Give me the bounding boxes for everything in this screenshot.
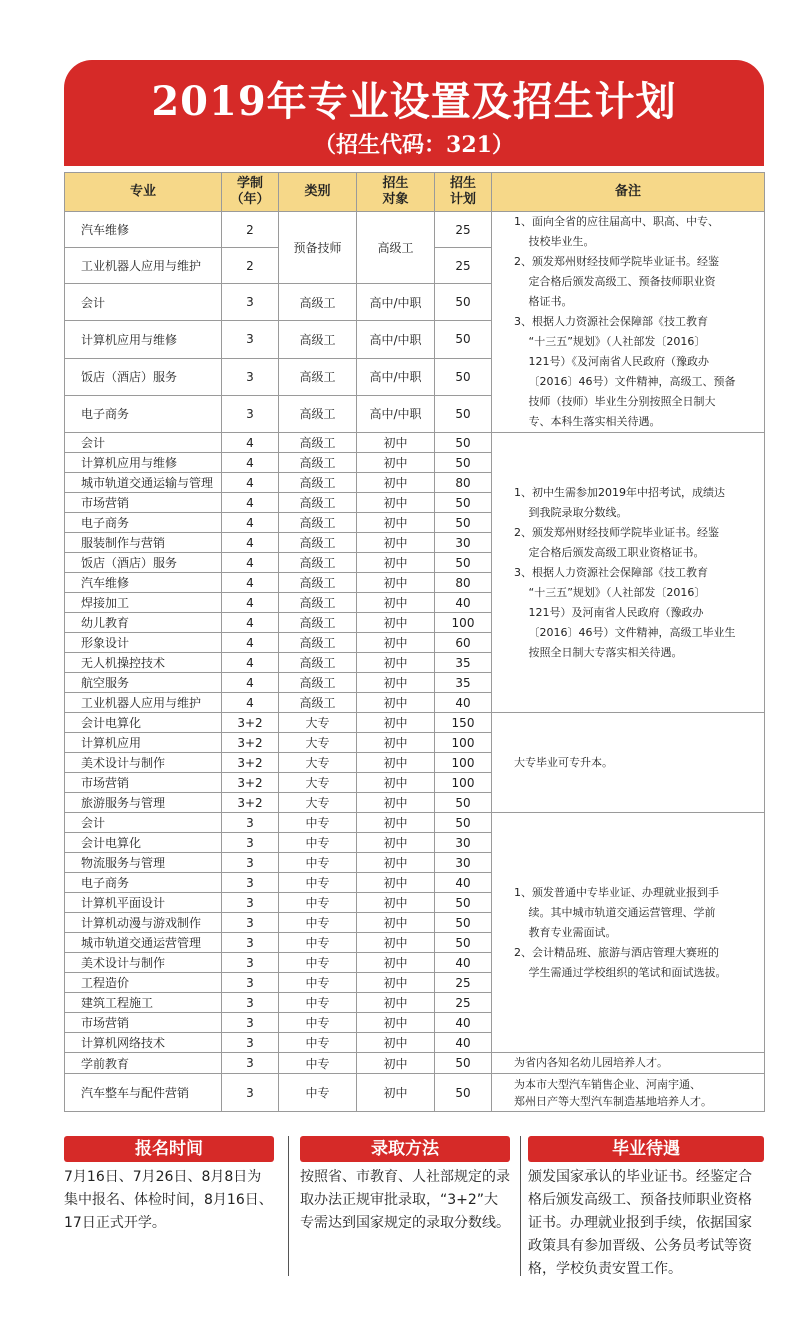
major-cell: 工业机器人应用与维护 <box>65 693 222 713</box>
target-cell: 高中/中职 <box>357 358 435 395</box>
target-cell: 初中 <box>357 493 435 513</box>
target-cell: 初中 <box>357 573 435 593</box>
column-divider <box>520 1136 521 1276</box>
years-cell: 3 <box>222 873 279 893</box>
years-cell: 3 <box>222 321 279 358</box>
remarks-cell: 为本市大型汽车销售企业、河南宇通、 郑州日产等大型汽车制造基地培养人才。 <box>492 1074 765 1112</box>
major-cell: 工业机器人应用与维护 <box>65 248 222 284</box>
plan-cell: 25 <box>435 248 492 284</box>
years-cell: 3 <box>222 358 279 395</box>
category-cell: 高级工 <box>279 395 357 432</box>
years-cell: 4 <box>222 593 279 613</box>
category-cell: 中专 <box>279 1013 357 1033</box>
plan-cell: 50 <box>435 813 492 833</box>
major-cell: 饭店（酒店）服务 <box>65 358 222 395</box>
target-cell: 高级工 <box>357 212 435 284</box>
plan-cell: 40 <box>435 693 492 713</box>
target-cell: 初中 <box>357 513 435 533</box>
years-cell: 3 <box>222 1074 279 1112</box>
plan-cell: 50 <box>435 284 492 321</box>
page-title: 2019年专业设置及招生计划 <box>151 78 677 125</box>
years-cell: 3 <box>222 893 279 913</box>
major-cell: 市场营销 <box>65 493 222 513</box>
target-cell: 初中 <box>357 893 435 913</box>
category-cell: 高级工 <box>279 513 357 533</box>
enrollment-plan-table <box>64 172 765 1112</box>
target-cell: 初中 <box>357 793 435 813</box>
category-cell: 高级工 <box>279 673 357 693</box>
major-cell: 美术设计与制作 <box>65 753 222 773</box>
target-cell: 高中/中职 <box>357 395 435 432</box>
plan-cell: 60 <box>435 633 492 653</box>
target-cell: 初中 <box>357 853 435 873</box>
major-cell: 会计电算化 <box>65 713 222 733</box>
plan-cell: 50 <box>435 395 492 432</box>
years-cell: 4 <box>222 633 279 653</box>
plan-cell: 50 <box>435 793 492 813</box>
major-cell: 电子商务 <box>65 395 222 432</box>
category-cell: 中专 <box>279 933 357 953</box>
plan-cell: 80 <box>435 473 492 493</box>
category-cell: 预备技师 <box>279 212 357 284</box>
major-cell: 汽车整车与配件营销 <box>65 1074 222 1112</box>
table-row <box>65 1074 765 1112</box>
major-cell: 物流服务与管理 <box>65 853 222 873</box>
years-cell: 3 <box>222 953 279 973</box>
plan-cell: 40 <box>435 1013 492 1033</box>
category-cell: 高级工 <box>279 553 357 573</box>
plan-cell: 50 <box>435 553 492 573</box>
years-cell: 4 <box>222 553 279 573</box>
years-cell: 3 <box>222 284 279 321</box>
major-cell: 市场营销 <box>65 1013 222 1033</box>
plan-cell: 50 <box>435 893 492 913</box>
major-cell: 焊接加工 <box>65 593 222 613</box>
remarks-cell: 大专毕业可专升本。 <box>492 713 765 813</box>
plan-cell: 80 <box>435 573 492 593</box>
major-cell: 计算机应用与维修 <box>65 321 222 358</box>
plan-cell: 50 <box>435 913 492 933</box>
plan-cell: 50 <box>435 933 492 953</box>
plan-cell: 50 <box>435 453 492 473</box>
remarks-cell: 1、面向全省的应往届高中、职高、中专、 技校毕业生。 2、颁发郑州财经技师学院毕业证书。经鉴 定合格后颁发高级工、预备技师职业资 格证书。 3、根据人力资源社会保障部《技工教育 “十三五”规划》（人社部发〔2016〕 121号）《及河南省人民政府（豫政办 〔2016〕46号）文件精神，高级工、预备 技师（技师）毕业生分别按照全日制大 专、本科生落实相关待遇。 <box>492 212 765 433</box>
target-cell: 初中 <box>357 813 435 833</box>
plan-cell: 100 <box>435 613 492 633</box>
major-cell: 计算机应用 <box>65 733 222 753</box>
major-cell: 建筑工程施工 <box>65 993 222 1013</box>
target-cell: 初中 <box>357 833 435 853</box>
table-row <box>65 1053 765 1074</box>
target-cell: 初中 <box>357 913 435 933</box>
header-target: 招生 对象 <box>357 173 435 212</box>
target-cell: 初中 <box>357 533 435 553</box>
category-cell: 高级工 <box>279 493 357 513</box>
target-cell: 初中 <box>357 1074 435 1112</box>
plan-cell: 30 <box>435 833 492 853</box>
years-cell: 3+2 <box>222 793 279 813</box>
admission-heading: 录取方法 <box>300 1136 510 1162</box>
category-cell: 中专 <box>279 993 357 1013</box>
target-cell: 初中 <box>357 973 435 993</box>
years-cell: 3 <box>222 1013 279 1033</box>
category-cell: 中专 <box>279 913 357 933</box>
category-cell: 大专 <box>279 713 357 733</box>
benefits-section <box>528 1136 764 1281</box>
major-cell: 形象设计 <box>65 633 222 653</box>
major-cell: 会计 <box>65 813 222 833</box>
years-cell: 3+2 <box>222 713 279 733</box>
major-cell: 城市轨道交通运输与管理 <box>65 473 222 493</box>
major-cell: 会计电算化 <box>65 833 222 853</box>
major-cell: 市场营销 <box>65 773 222 793</box>
plan-cell: 25 <box>435 212 492 248</box>
plan-cell: 40 <box>435 593 492 613</box>
header-plan: 招生 计划 <box>435 173 492 212</box>
admission-body: 按照省、市教育、人社部规定的录取办法正规审批录取，“3+2”大专需达到国家规定的录取分数线。 <box>300 1169 510 1231</box>
years-cell: 4 <box>222 493 279 513</box>
enroll-time-heading: 报名时间 <box>64 1136 274 1162</box>
category-cell: 中专 <box>279 953 357 973</box>
years-cell: 4 <box>222 533 279 553</box>
enrollment-code: （招生代码：321） <box>314 132 514 158</box>
category-cell: 中专 <box>279 1074 357 1112</box>
category-cell: 大专 <box>279 793 357 813</box>
major-cell: 幼儿教育 <box>65 613 222 633</box>
target-cell: 初中 <box>357 453 435 473</box>
years-cell: 3+2 <box>222 733 279 753</box>
years-cell: 3 <box>222 913 279 933</box>
category-cell: 高级工 <box>279 533 357 553</box>
category-cell: 高级工 <box>279 453 357 473</box>
years-cell: 4 <box>222 573 279 593</box>
category-cell: 中专 <box>279 893 357 913</box>
major-cell: 航空服务 <box>65 673 222 693</box>
remarks-cell: 为省内各知名幼儿园培养人才。 <box>492 1053 765 1074</box>
header-years: 学制 （年） <box>222 173 279 212</box>
target-cell: 初中 <box>357 433 435 453</box>
target-cell: 初中 <box>357 773 435 793</box>
category-cell: 中专 <box>279 973 357 993</box>
target-cell: 初中 <box>357 673 435 693</box>
years-cell: 3+2 <box>222 753 279 773</box>
major-cell: 电子商务 <box>65 513 222 533</box>
plan-cell: 100 <box>435 773 492 793</box>
target-cell: 初中 <box>357 1053 435 1074</box>
plan-cell: 150 <box>435 713 492 733</box>
header-major: 专业 <box>65 173 222 212</box>
target-cell: 初中 <box>357 613 435 633</box>
major-cell: 汽车维修 <box>65 212 222 248</box>
plan-cell: 100 <box>435 733 492 753</box>
years-cell: 4 <box>222 653 279 673</box>
category-cell: 高级工 <box>279 473 357 493</box>
years-cell: 4 <box>222 613 279 633</box>
target-cell: 初中 <box>357 473 435 493</box>
remarks-cell: 1、颁发普通中专毕业证、办理就业报到手 续。其中城市轨道交通运营管理、学前 教育专业需面试。 2、会计精品班、旅游与酒店管理大赛班的 学生需通过学校组织的笔试和面试选拔。 <box>492 813 765 1053</box>
major-cell: 美术设计与制作 <box>65 953 222 973</box>
category-cell: 中专 <box>279 833 357 853</box>
category-cell: 中专 <box>279 1033 357 1053</box>
table-row <box>65 813 765 833</box>
major-cell: 服装制作与营销 <box>65 533 222 553</box>
enroll-time-body: 7月16日、7月26日、8月8日为集中报名、体检时间，8月16日、17日正式开学。 <box>64 1169 273 1231</box>
major-cell: 会计 <box>65 284 222 321</box>
major-cell: 工程造价 <box>65 973 222 993</box>
plan-cell: 40 <box>435 953 492 973</box>
major-cell: 旅游服务与管理 <box>65 793 222 813</box>
title-banner <box>64 60 764 166</box>
years-cell: 3+2 <box>222 773 279 793</box>
category-cell: 高级工 <box>279 321 357 358</box>
years-cell: 3 <box>222 993 279 1013</box>
plan-cell: 50 <box>435 493 492 513</box>
plan-cell: 40 <box>435 873 492 893</box>
plan-cell: 50 <box>435 513 492 533</box>
target-cell: 初中 <box>357 693 435 713</box>
category-cell: 中专 <box>279 1053 357 1074</box>
benefits-body: 颁发国家承认的毕业证书。经鉴定合格后颁发高级工、预备技师职业资格证书。办理就业报到手续，依据国家政策具有参加晋级、公务员考试等资格，学校负责安置工作。 <box>528 1169 752 1277</box>
major-cell: 计算机平面设计 <box>65 893 222 913</box>
target-cell: 初中 <box>357 553 435 573</box>
years-cell: 4 <box>222 693 279 713</box>
years-cell: 3 <box>222 395 279 432</box>
plan-cell: 100 <box>435 753 492 773</box>
target-cell: 初中 <box>357 753 435 773</box>
years-cell: 3 <box>222 973 279 993</box>
major-cell: 学前教育 <box>65 1053 222 1074</box>
years-cell: 3 <box>222 853 279 873</box>
target-cell: 初中 <box>357 1013 435 1033</box>
category-cell: 大专 <box>279 773 357 793</box>
target-cell: 初中 <box>357 633 435 653</box>
header-remarks: 备注 <box>492 173 765 212</box>
target-cell: 初中 <box>357 653 435 673</box>
years-cell: 3 <box>222 1053 279 1074</box>
plan-cell: 40 <box>435 1033 492 1053</box>
major-cell: 无人机操控技术 <box>65 653 222 673</box>
years-cell: 3 <box>222 1033 279 1053</box>
years-cell: 3 <box>222 833 279 853</box>
years-cell: 2 <box>222 212 279 248</box>
category-cell: 高级工 <box>279 653 357 673</box>
category-cell: 大专 <box>279 733 357 753</box>
category-cell: 高级工 <box>279 613 357 633</box>
category-cell: 高级工 <box>279 693 357 713</box>
category-cell: 中专 <box>279 853 357 873</box>
table-header-row <box>65 173 765 212</box>
plan-cell: 30 <box>435 533 492 553</box>
category-cell: 高级工 <box>279 433 357 453</box>
years-cell: 3 <box>222 933 279 953</box>
target-cell: 初中 <box>357 593 435 613</box>
target-cell: 初中 <box>357 733 435 753</box>
plan-cell: 50 <box>435 1053 492 1074</box>
major-cell: 计算机应用与维修 <box>65 453 222 473</box>
major-cell: 电子商务 <box>65 873 222 893</box>
enroll-time-section <box>64 1136 274 1235</box>
plan-cell: 25 <box>435 973 492 993</box>
table-row <box>65 212 765 248</box>
remarks-cell: 1、初中生需参加2019年中招考试，成绩达 到我院录取分数线。 2、颁发郑州财经技师学院毕业证书。经鉴 定合格后颁发高级工职业资格证书。 3、根据人力资源社会保障部《技工教育 “十三五”规划》（人社部发〔2016〕 121号）及河南省人民政府（豫政办 〔2016〕46号）文件精神，高级工毕业生 按照全日制大专落实相关待遇。 <box>492 433 765 713</box>
category-cell: 中专 <box>279 873 357 893</box>
plan-cell: 35 <box>435 653 492 673</box>
table-row <box>65 433 765 453</box>
plan-cell: 50 <box>435 1074 492 1112</box>
plan-cell: 50 <box>435 321 492 358</box>
target-cell: 初中 <box>357 713 435 733</box>
benefits-heading: 毕业待遇 <box>528 1136 764 1162</box>
category-cell: 高级工 <box>279 284 357 321</box>
years-cell: 2 <box>222 248 279 284</box>
years-cell: 4 <box>222 433 279 453</box>
plan-cell: 50 <box>435 433 492 453</box>
years-cell: 4 <box>222 513 279 533</box>
category-cell: 高级工 <box>279 633 357 653</box>
target-cell: 高中/中职 <box>357 321 435 358</box>
major-cell: 饭店（酒店）服务 <box>65 553 222 573</box>
target-cell: 初中 <box>357 953 435 973</box>
plan-cell: 25 <box>435 993 492 1013</box>
target-cell: 初中 <box>357 1033 435 1053</box>
years-cell: 4 <box>222 473 279 493</box>
header-category: 类别 <box>279 173 357 212</box>
category-cell: 中专 <box>279 813 357 833</box>
target-cell: 高中/中职 <box>357 284 435 321</box>
major-cell: 汽车维修 <box>65 573 222 593</box>
years-cell: 4 <box>222 453 279 473</box>
admission-section <box>300 1136 510 1235</box>
table-row <box>65 713 765 733</box>
category-cell: 高级工 <box>279 593 357 613</box>
category-cell: 高级工 <box>279 573 357 593</box>
column-divider <box>288 1136 289 1276</box>
plan-cell: 35 <box>435 673 492 693</box>
major-cell: 计算机动漫与游戏制作 <box>65 913 222 933</box>
major-cell: 城市轨道交通运营管理 <box>65 933 222 953</box>
target-cell: 初中 <box>357 933 435 953</box>
category-cell: 高级工 <box>279 358 357 395</box>
plan-cell: 30 <box>435 853 492 873</box>
category-cell: 大专 <box>279 753 357 773</box>
target-cell: 初中 <box>357 873 435 893</box>
major-cell: 计算机网络技术 <box>65 1033 222 1053</box>
years-cell: 4 <box>222 673 279 693</box>
plan-cell: 50 <box>435 358 492 395</box>
major-cell: 会计 <box>65 433 222 453</box>
years-cell: 3 <box>222 813 279 833</box>
target-cell: 初中 <box>357 993 435 1013</box>
